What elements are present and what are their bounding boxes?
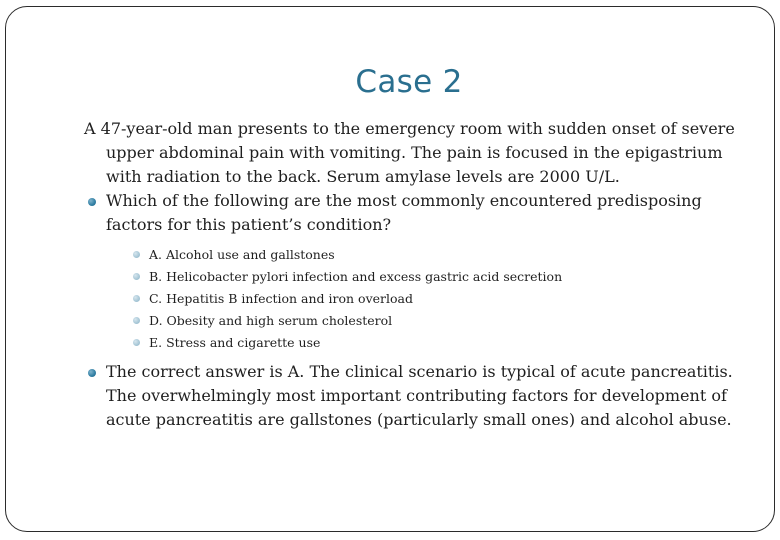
option-item [84,310,744,332]
option-item [84,332,744,354]
option-item [84,244,744,266]
option-text: A. Alcohol use and gallstones [149,247,335,262]
option-item [84,266,744,288]
answer-item [84,360,744,432]
sub-bullet-icon [133,339,140,346]
sub-bullet-icon [133,251,140,258]
option-text: B. Helicobacter pylori infection and excess gastric acid secretion [149,269,563,284]
question-item [84,189,744,237]
option-text: E. Stress and cigarette use [149,335,321,350]
case-intro: A 47-year-old man presents to the emergency room with sudden onset of severe upper abdominal pain with vomiting. The pain is focused in the epigastrium with radiation to the back. Serum amylase levels are 2000 U/L. [84,119,735,186]
slide-title: Case 2 [355,64,463,100]
option-text: D. Obesity and high serum cholesterol [149,313,393,328]
option-item [84,288,744,310]
option-text: C. Hepatitis B infection and iron overload [149,291,413,306]
bullet-icon [88,369,96,377]
options-list [84,244,744,354]
bullet-icon [88,198,96,206]
sub-bullet-icon [133,273,140,280]
answer-text: The correct answer is A. The clinical scenario is typical of acute pancreatitis. The overwhelmingly most important contributing factors for development of acute pancreatitis are gallstones (particularly small ones) and alcohol abuse. [106,362,733,429]
sub-bullet-icon [133,317,140,324]
question-text: Which of the following are the most commonly encountered predisposing factors for this patient’s condition? [106,191,702,234]
sub-bullet-icon [133,295,140,302]
slide-body [84,117,744,432]
